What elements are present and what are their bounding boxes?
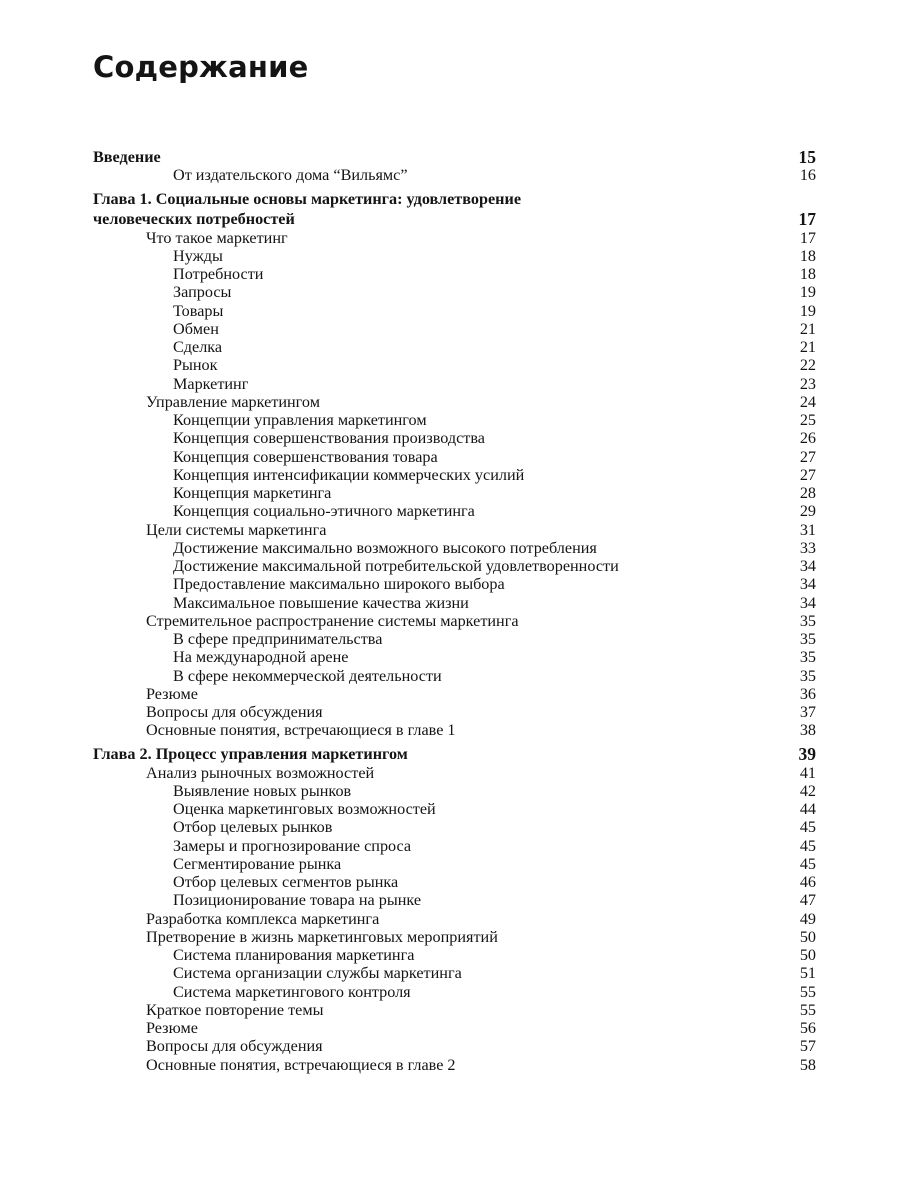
toc-entry[interactable] [93,837,816,855]
toc-entry[interactable] [93,356,816,374]
toc-entry-label: На международной арене [173,648,349,667]
toc-entry-page: 49 [799,909,816,928]
toc-entry-page: 45 [799,854,816,873]
toc-entry[interactable] [93,166,816,184]
toc-entry-page: 41 [799,763,816,782]
toc-entry-label: Основные понятия, встречающиеся в главе 2 [146,1055,456,1074]
toc-entry-label: В сфере предпринимательства [173,630,383,648]
toc-entry-page: 55 [799,982,816,1001]
toc-entry[interactable] [93,320,816,338]
toc-entry-page: 58 [799,1055,816,1074]
toc-entry[interactable] [93,247,816,265]
toc-entry-label: Краткое повторение темы [146,1000,324,1019]
toc-entry-label: От издательского дома “Вильямс” [173,166,408,185]
toc-entry[interactable] [93,448,816,466]
toc-entry-page: 21 [799,319,816,338]
toc-entry-page: 17 [799,228,816,247]
toc-entry-page: 16 [799,166,816,185]
toc-chapter-title-line-1: Глава 1. Социальные основы маркетинга: удовлетворение [93,189,522,208]
toc-entry-label: Предоставление максимально широкого выбора [173,575,505,594]
toc-entry-page: 45 [799,818,816,837]
toc-entry[interactable] [93,466,816,484]
toc-entry-label: Система планирования маркетинга [173,946,415,964]
toc-entry-page: 37 [799,703,816,721]
toc-entry[interactable] [93,1001,816,1019]
toc-entry[interactable] [93,1019,816,1037]
toc-entry-page: 19 [799,283,816,302]
toc-entry-page: 50 [799,927,816,946]
toc-entry-page: 24 [799,392,816,411]
toc-entry-page: 50 [799,946,816,964]
toc-chapter-title-line-2: человеческих потребностей [93,209,295,228]
toc-entry-label: Концепция совершенствования производства [173,429,485,448]
toc-entry-label: Концепция интенсификации коммерческих усилий [173,465,525,484]
toc-entry-page: 46 [799,873,816,891]
toc-entry-page: 23 [799,374,816,393]
toc-entry-page: 42 [799,781,816,800]
toc-entry[interactable] [93,1037,816,1055]
toc-entry-label: Концепция совершенствования товара [173,447,438,466]
toc-entry[interactable] [93,782,816,800]
toc-entry[interactable] [93,539,816,557]
toc-entry[interactable] [93,910,816,928]
toc-entry-page: 38 [799,721,816,740]
toc-entry-intro[interactable] [93,148,816,166]
toc-entry[interactable] [93,983,816,1001]
toc-entry-label: Вопросы для обсуждения [146,1037,323,1056]
toc-chapter-page: 39 [798,744,816,765]
toc-entry-page: 18 [799,246,816,265]
toc-entry-label: В сфере некоммерческой деятельности [173,666,442,685]
toc-entry-label: Сделка [173,338,223,356]
toc-chapter-title [93,189,653,229]
toc-entry-page: 36 [799,684,816,703]
toc-entry-chapter-1[interactable] [93,189,816,229]
toc-entry-page: 19 [799,301,816,320]
toc-entry-label: Вопросы для обсуждения [146,703,323,721]
toc-entry-label: Концепция социально-этичного маркетинга [173,502,475,521]
toc-entry[interactable] [93,575,816,593]
toc-entry-label: Нужды [173,246,223,265]
toc-entry-label: Рынок [173,356,218,375]
toc-entry-label: Достижение максимальной потребительской удовлетворенности [173,557,619,575]
toc-entry-label: Оценка маркетинговых возможностей [173,800,436,818]
toc-entry-page: 55 [799,1000,816,1019]
toc-entry-label: Резюме [146,684,198,703]
toc-entry-label: Отбор целевых сегментов рынка [173,873,399,891]
toc-entry-page: 33 [799,538,816,557]
toc-chapter-page: 17 [798,209,816,230]
toc-entry-label: Разработка комплекса маркетинга [146,909,380,928]
toc-entry[interactable] [93,375,816,393]
toc-entry-page: 28 [799,484,816,502]
toc-entry[interactable] [93,229,816,247]
page-title: Содержание [93,50,309,84]
toc-entry[interactable] [93,594,816,612]
toc-chapter-title: Глава 2. Процесс управления маркетингом [93,744,408,763]
toc-entry-page: 34 [799,557,816,575]
toc-entry-page: 25 [799,411,816,429]
toc-entry-label: Замеры и прогнозирование спроса [173,836,412,855]
toc-entry[interactable] [93,393,816,411]
toc-entry[interactable] [93,338,816,356]
toc-entry-label: Система маркетингового контроля [173,982,411,1001]
toc-entry-page: 15 [798,147,816,167]
toc-entry-label: Достижение максимально возможного высокого потребления [173,538,597,557]
toc-entry-label: Маркетинг [173,374,249,393]
toc-entry-page: 31 [799,520,816,539]
toc-entry[interactable] [93,557,816,575]
toc-entry[interactable] [93,667,816,685]
toc-entry[interactable] [93,411,816,429]
toc-entry-page: 29 [799,502,816,521]
toc-entry[interactable] [93,502,816,520]
toc-entry-page: 35 [799,630,816,648]
toc-entry-label: Резюме [146,1019,198,1037]
toc-entry[interactable] [93,265,816,283]
toc-entry-page: 35 [799,611,816,630]
toc-entry-page: 47 [799,891,816,910]
toc-entry[interactable] [93,484,816,502]
toc-entry[interactable] [93,800,816,818]
toc-entry-label: Основные понятия, встречающиеся в главе 1 [146,721,456,740]
toc-entry-label: Что такое маркетинг [146,228,288,247]
toc-entry[interactable] [93,764,816,782]
toc-entry-label: Запросы [173,283,232,302]
toc-entry-page: 27 [799,447,816,466]
toc-entry-page: 21 [799,338,816,356]
toc-entry-page: 45 [799,836,816,855]
toc-entry-page: 51 [799,964,816,983]
toc-entry-chapter-2[interactable] [93,744,816,764]
toc-entry-label: Претворение в жизнь маркетинговых мероприятий [146,927,498,946]
toc-entry-label: Выявление новых рынков [173,781,352,800]
toc-entry-page: 56 [799,1019,816,1037]
toc-entry-label: Цели системы маркетинга [146,520,327,539]
toc-entry-page: 57 [799,1037,816,1056]
toc-entry-label: Система организации службы маркетинга [173,964,462,983]
toc-entry-label: Концепции управления маркетингом [173,411,427,429]
toc-entry[interactable] [93,521,816,539]
toc-entry-page: 44 [799,800,816,818]
toc-entry[interactable] [93,873,816,891]
toc-entry-page: 22 [799,356,816,375]
toc-entry-page: 18 [799,265,816,283]
toc-entry[interactable] [93,283,816,301]
toc-entry[interactable] [93,928,816,946]
toc-entry-label: Управление маркетингом [146,392,320,411]
toc-entry-label: Сегментирование рынка [173,854,342,873]
toc-entry[interactable] [93,891,816,909]
toc-entry-label: Отбор целевых рынков [173,818,333,837]
toc-entry[interactable] [93,1056,816,1074]
toc-entry-label: Стремительное распространение системы маркетинга [146,611,519,630]
toc-entry-label: Анализ рыночных возможностей [146,763,375,782]
table-of-contents [93,148,816,1074]
toc-entry-page: 34 [799,575,816,594]
toc-entry[interactable] [93,818,816,836]
toc-entry-page: 35 [799,648,816,667]
toc-entry-label: Товары [173,301,224,320]
toc-entry-page: 26 [799,429,816,448]
toc-entry-page: 35 [799,666,816,685]
toc-entry-page: 34 [799,593,816,612]
toc-entry-label: Введение [93,148,161,166]
toc-entry[interactable] [93,685,816,703]
toc-entry[interactable] [93,612,816,630]
toc-entry[interactable] [93,302,816,320]
toc-entry-label: Концепция маркетинга [173,484,332,502]
toc-entry[interactable] [93,946,816,964]
toc-entry[interactable] [93,721,816,739]
toc-entry-label: Потребности [173,265,264,283]
toc-entry-label: Максимальное повышение качества жизни [173,593,469,612]
toc-entry[interactable] [93,429,816,447]
toc-entry-label: Обмен [173,319,219,338]
toc-entry[interactable] [93,855,816,873]
toc-entry[interactable] [93,703,816,721]
toc-entry[interactable] [93,964,816,982]
toc-entry[interactable] [93,648,816,666]
toc-entry[interactable] [93,630,816,648]
toc-entry-page: 27 [799,465,816,484]
toc-entry-label: Позиционирование товара на рынке [173,891,422,910]
